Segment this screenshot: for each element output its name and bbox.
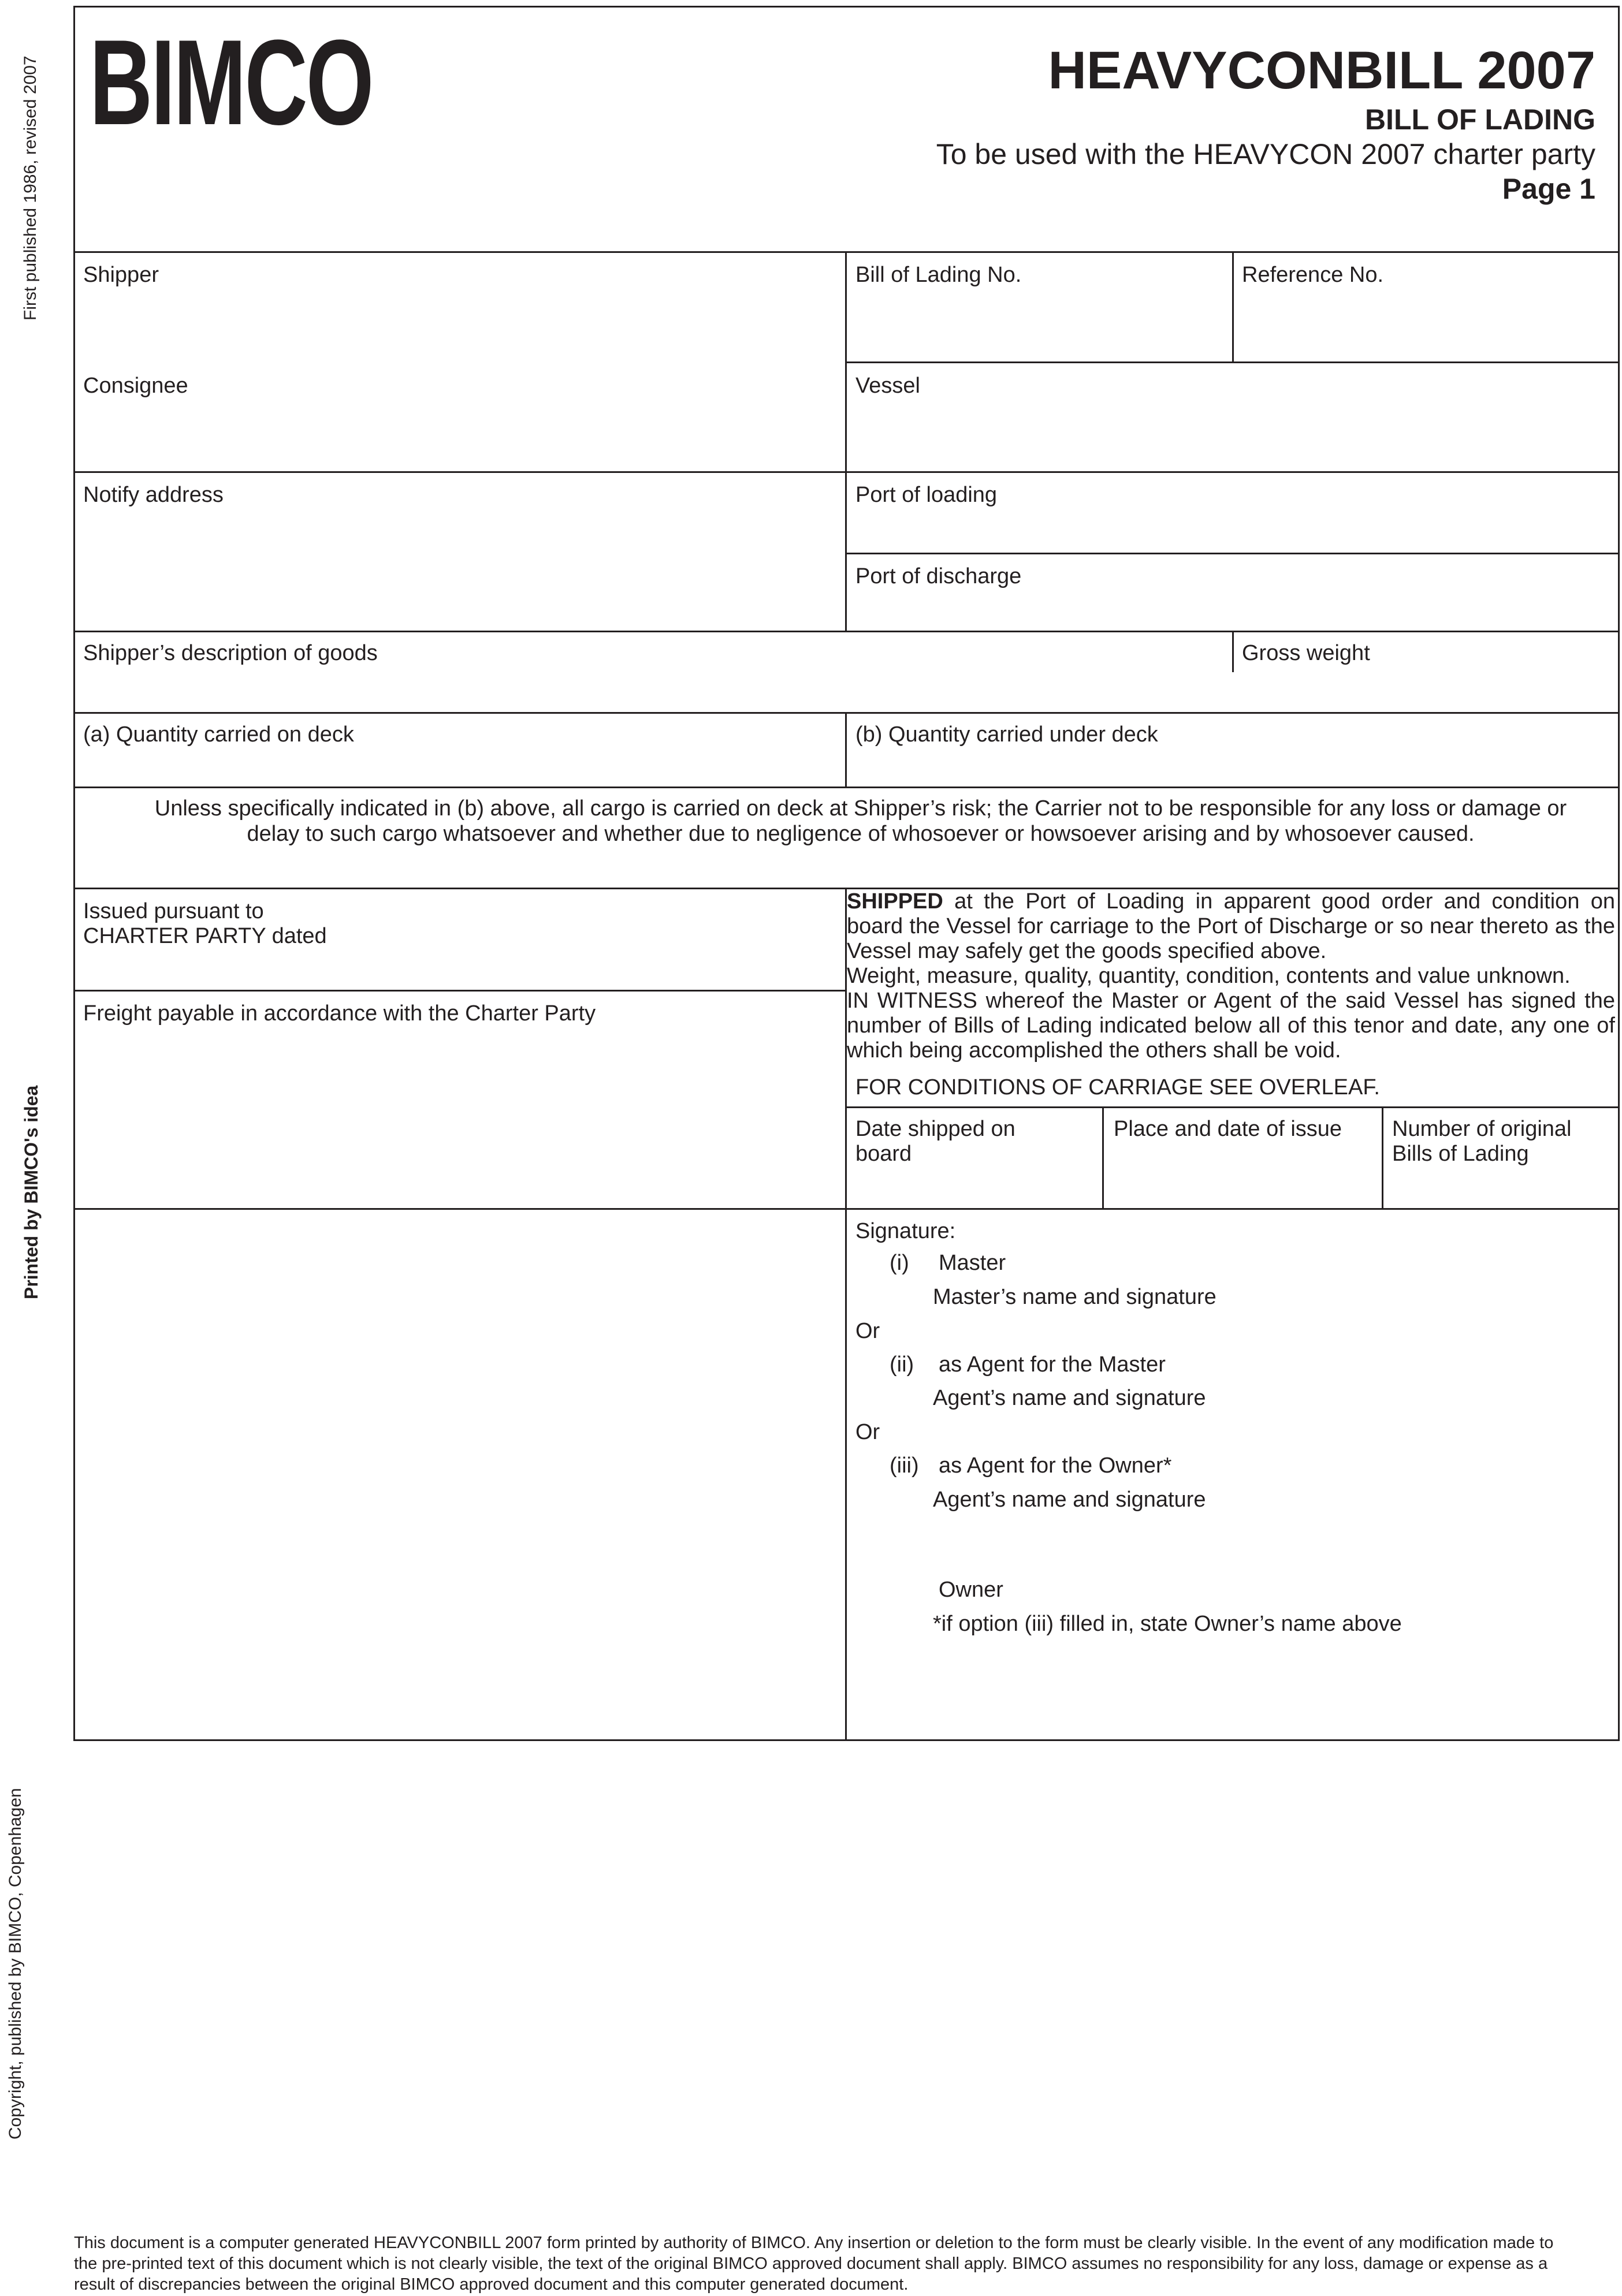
option-2-number: (ii) <box>890 1352 914 1377</box>
rule <box>73 990 846 992</box>
page-number: Page 1 <box>1502 173 1595 205</box>
shipped-clause-para3: IN WITNESS whereof the Master or Agent of the said Vessel has signed the number of Bills of Lading indicated below all of this tenor and date, any one of which being accomplished the others shall be void. <box>847 989 1615 1063</box>
option-3-number: (iii) <box>890 1453 919 1478</box>
vessel-label: Vessel <box>855 374 920 398</box>
rule <box>845 553 1618 554</box>
shipped-clause-text1: at the Port of Loading in apparent good order and condition on board the Vessel for carriage to the Port of Discharge or so near thereto as the Vessel may safely get the goods specified above. <box>847 889 1615 963</box>
shipped-clause <box>847 889 1615 1063</box>
notify-address-label: Notify address <box>83 483 224 507</box>
form-title: HEAVYCONBILL 2007 <box>1048 41 1595 100</box>
master-name-signature: Master’s name and signature <box>933 1285 1216 1309</box>
issued-pursuant-label: Issued pursuant to <box>83 899 264 923</box>
description-of-goods-label: Shipper’s description of goods <box>83 641 378 665</box>
charter-party-dated-label: CHARTER PARTY dated <box>83 924 327 948</box>
rule <box>845 251 847 631</box>
footer-disclaimer: This document is a computer generated HEAVYCONBILL 2007 form printed by authority of BIMCO. Any insertion or deletion to the form must be clearly visible. In the event of any modification made to the pre-printed text of this document which is not clearly visible, the text of the original BIMCO approved document shall apply. BIMCO assumes no responsibility for any loss, damage or expense as a result of discrepancies between the original BIMCO approved document and this computer generated document. <box>74 2234 1554 2294</box>
rule <box>1232 251 1234 363</box>
shipped-word: SHIPPED <box>847 889 943 914</box>
number-originals-label-2: Bills of Lading <box>1392 1142 1529 1166</box>
option-1-master: Master <box>939 1251 1006 1275</box>
shipped-clause-para2: Weight, measure, quality, quantity, condition, contents and value unknown. <box>847 964 1571 988</box>
freight-payable-label: Freight payable in accordance with the Charter Party <box>83 1001 596 1026</box>
rule <box>845 361 1618 363</box>
bimco-logo: BIMCO <box>90 14 373 150</box>
rule <box>1232 631 1234 672</box>
deck-cargo-notice-line2: delay to such cargo whatsoever and whether due to negligence of whosoever or howsoever arising and by whosoever caused. <box>247 822 1475 846</box>
port-of-loading-label: Port of loading <box>855 483 998 507</box>
conditions-of-carriage-note: FOR CONDITIONS OF CARRIAGE SEE OVERLEAF. <box>855 1075 1380 1099</box>
rule <box>845 712 847 787</box>
owner-label: Owner <box>939 1578 1003 1602</box>
rule <box>845 1106 1618 1108</box>
form-usage: To be used with the HEAVYCON 2007 charter party <box>936 138 1595 170</box>
or-label-2: Or <box>855 1420 880 1444</box>
option-3-agent-owner: as Agent for the Owner* <box>939 1453 1172 1478</box>
deck-cargo-notice <box>116 796 1606 847</box>
agent-name-signature-1: Agent’s name and signature <box>933 1386 1206 1410</box>
first-published-note: First published 1986, revised 2007 <box>21 55 40 320</box>
qty-under-deck-label: (b) Quantity carried under deck <box>855 722 1158 747</box>
port-of-discharge-label: Port of discharge <box>855 564 1022 588</box>
rule <box>1102 1106 1104 1209</box>
form-subtitle: BILL OF LADING <box>1364 103 1595 136</box>
shipped-clause-para1 <box>847 889 1615 964</box>
bill-of-lading-no-label: Bill of Lading No. <box>855 263 1022 287</box>
shipper-label: Shipper <box>83 263 159 287</box>
date-shipped-label: Date shipped on <box>855 1117 1015 1141</box>
consignee-label: Consignee <box>83 374 188 398</box>
owner-note: *if option (iii) filled in, state Owner’s name above <box>933 1612 1402 1636</box>
signature-label: Signature: <box>855 1219 956 1243</box>
printed-by-note: Printed by BIMCO's idea <box>21 1085 42 1299</box>
copyright-note: Copyright, published by BIMCO, Copenhagen <box>6 1788 25 2140</box>
agent-name-signature-2: Agent’s name and signature <box>933 1488 1206 1512</box>
place-date-issue-label: Place and date of issue <box>1114 1117 1342 1141</box>
gross-weight-label: Gross weight <box>1242 641 1370 665</box>
qty-on-deck-label: (a) Quantity carried on deck <box>83 722 354 747</box>
option-2-agent-master: as Agent for the Master <box>939 1352 1166 1377</box>
rule <box>1382 1106 1383 1209</box>
reference-no-label: Reference No. <box>1242 263 1384 287</box>
deck-cargo-notice-line1: Unless specifically indicated in (b) above, all cargo is carried on deck at Shipper’s risk; the Carrier not to be responsible for any loss or damage or <box>154 796 1567 821</box>
or-label-1: Or <box>855 1319 880 1343</box>
date-shipped-label-2: board <box>855 1142 912 1166</box>
option-1-number: (i) <box>890 1251 909 1275</box>
number-originals-label: Number of original <box>1392 1117 1572 1141</box>
